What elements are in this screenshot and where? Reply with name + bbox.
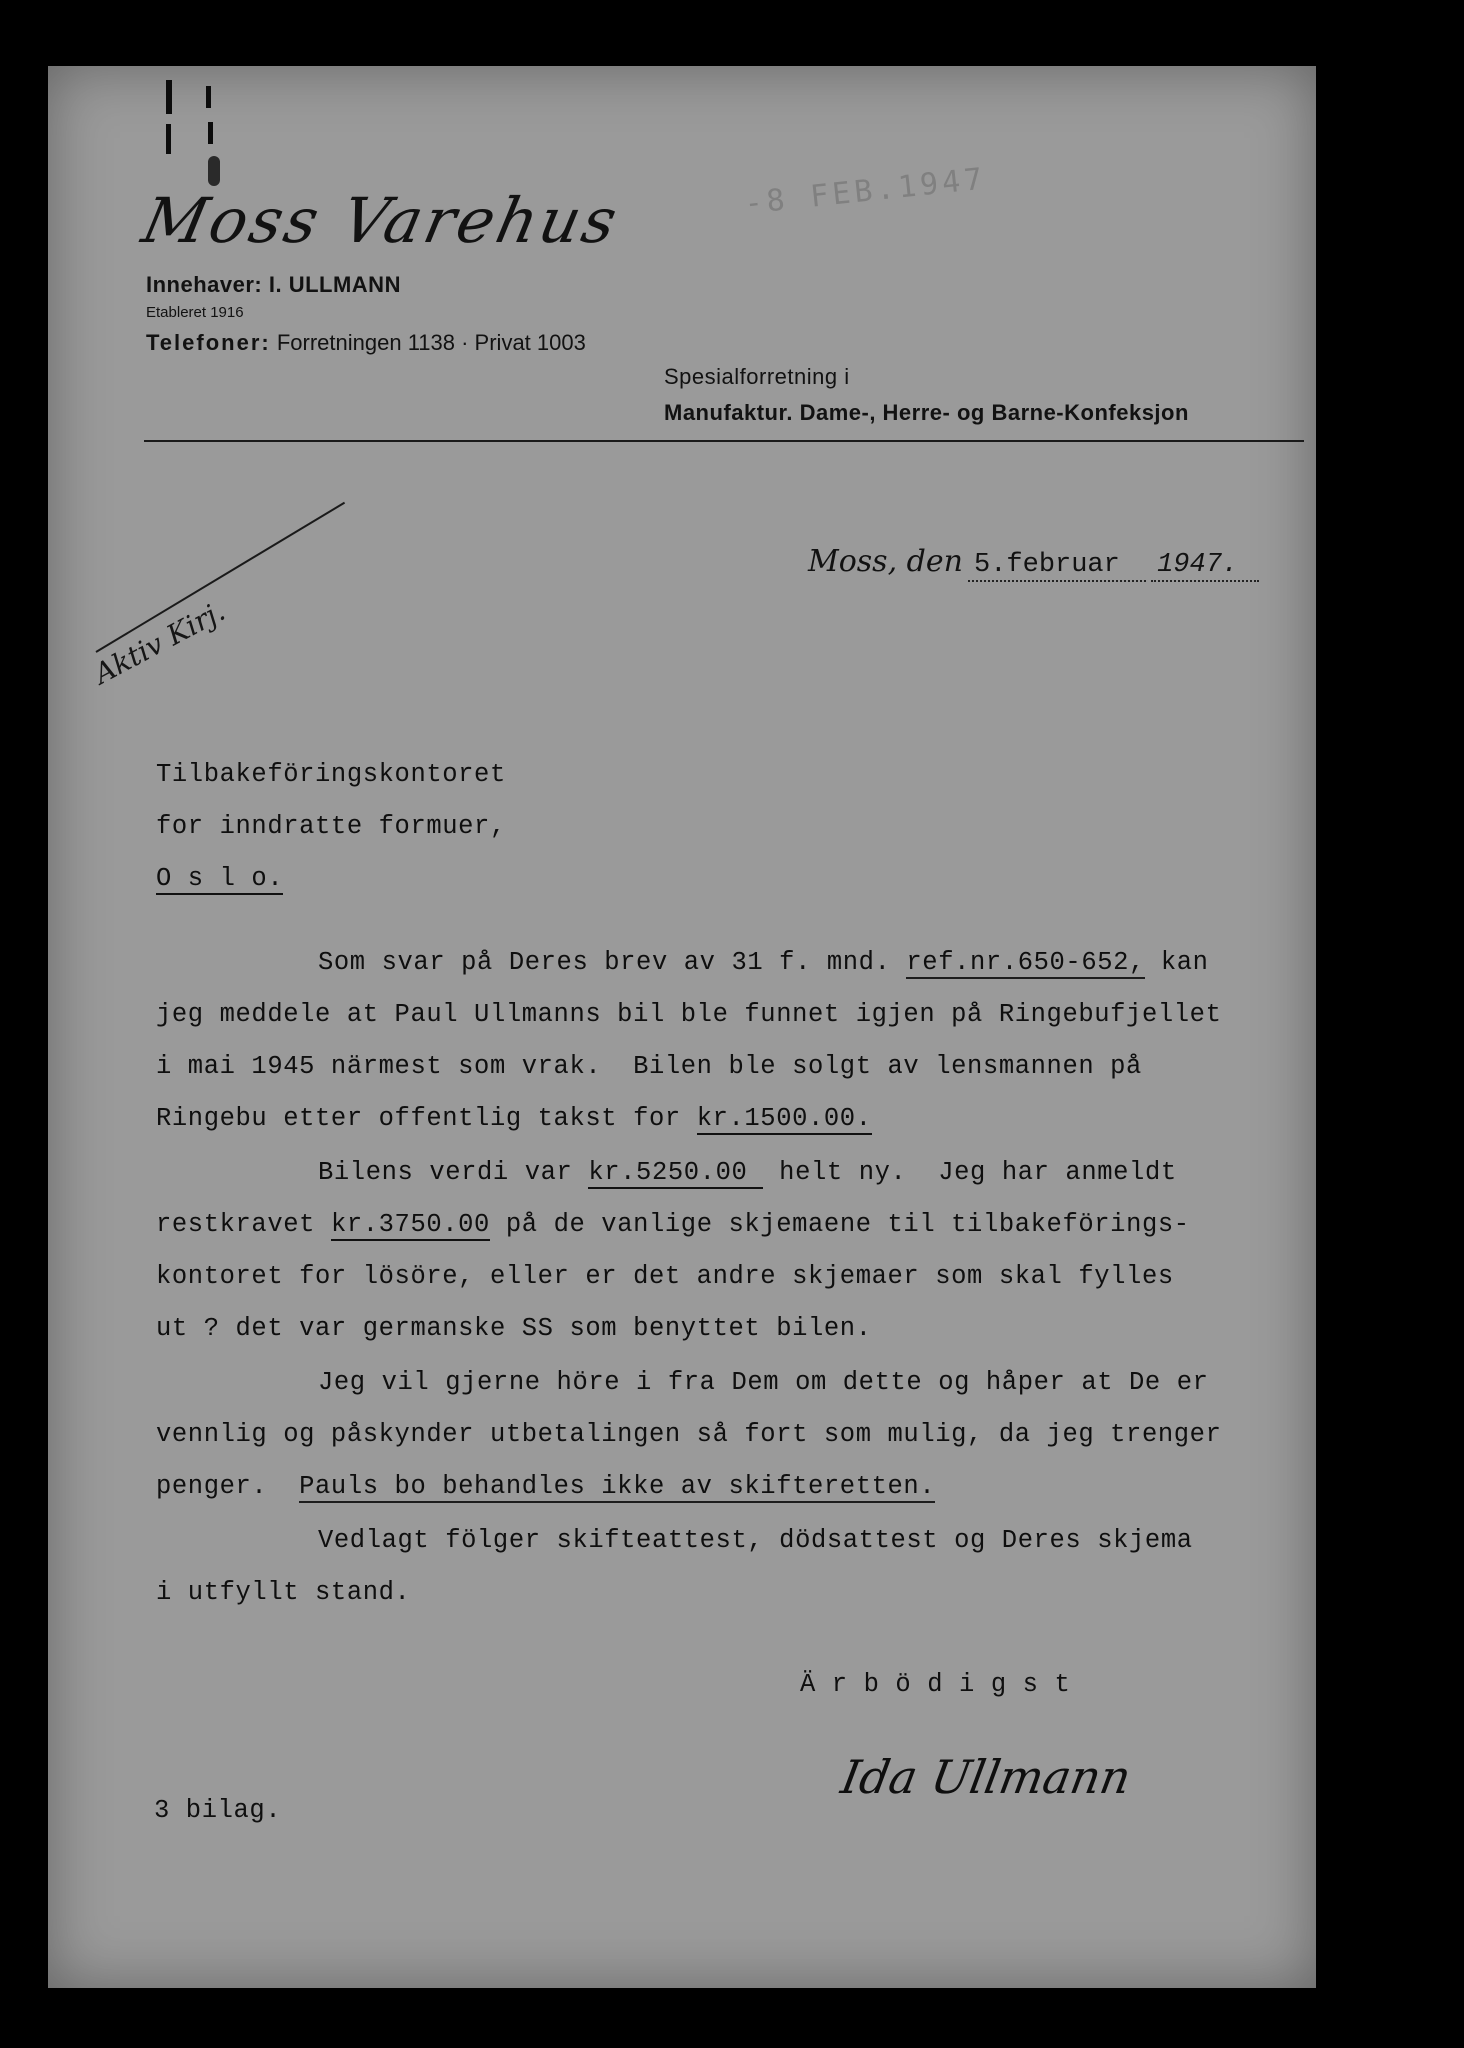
highlighted-sentence: Pauls bo behandles ikke av skifteretten. — [299, 1472, 936, 1501]
body-line: vennlig og påskynder utbetalingen så fort som mulig, da jeg trenger — [156, 1420, 1222, 1449]
closing: Ä r b ö d i g s t — [800, 1670, 1071, 1699]
enclosures: 3 bilag. — [154, 1796, 282, 1825]
dateline-day-month: 5.februar — [968, 550, 1146, 582]
body-line: kontoret for lösöre, eller er det andre skjemaer som skal fylles — [156, 1262, 1174, 1291]
recipient-line-2: for inndratte formuer, — [156, 812, 506, 841]
body-line — [156, 1472, 935, 1501]
established-line: Etableret 1916 — [146, 304, 244, 321]
body-text: på de vanlige skjemaene til tilbakeförings- — [489, 1210, 1190, 1239]
body-line — [318, 1158, 1177, 1187]
specialty-line-2: Manufaktur. Dame-, Herre- og Barne-Konfeksjon — [664, 400, 1189, 425]
body-text: helt ny. Jeg har anmeldt — [763, 1158, 1177, 1187]
dateline-year: 1947. — [1151, 550, 1259, 582]
ink-mark — [166, 124, 171, 154]
body-line: Vedlagt fölger skifteattest, dödsattest og Deres skjema — [318, 1526, 1193, 1555]
phones-value: Forretningen 1138 · Privat 1003 — [276, 330, 586, 355]
phones-label: Telefoner: — [146, 330, 271, 355]
owner-line: Innehaver: I. ULLMANN — [146, 272, 401, 297]
body-text: Bilens verdi var — [318, 1158, 589, 1187]
body-text: Ringebu etter offentlig takst for — [156, 1104, 697, 1133]
dateline-place: Moss, den — [808, 544, 963, 579]
body-line — [318, 948, 1209, 977]
recipient-city: O s l o. — [156, 864, 284, 893]
amount-claim: kr.3750.00 — [330, 1210, 490, 1239]
margin-note-stroke — [95, 502, 345, 653]
recipient-line-3 — [156, 864, 283, 893]
letter-page — [48, 66, 1316, 1988]
body-line: Jeg vil gjerne höre i fra Dem om dette og håper at De er — [318, 1368, 1209, 1397]
dateline — [808, 544, 1259, 582]
margin-note: Aktiv Kirj. — [88, 594, 231, 691]
ink-mark — [208, 122, 213, 144]
company-logo: Moss Varehus — [136, 184, 626, 257]
body-line: i mai 1945 närmest som vrak. Bilen ble solgt av lensmannen på — [156, 1052, 1142, 1081]
phones-line — [146, 330, 586, 356]
body-text: kan — [1144, 948, 1209, 977]
body-line: ut ? det var germanske SS som benyttet bilen. — [156, 1314, 872, 1343]
recipient-line-1: Tilbakeföringskontoret — [156, 760, 506, 789]
body-text: Som svar på Deres brev av 31 f. mnd. — [318, 948, 907, 977]
amount-tax: kr.1500.00. — [696, 1104, 872, 1133]
body-line: jeg meddele at Paul Ullmanns bil ble funnet igjen på Ringebufjellet — [156, 1000, 1222, 1029]
ink-mark — [208, 156, 220, 186]
received-stamp: -8 FEB.1947 — [742, 161, 988, 222]
body-line — [156, 1104, 872, 1133]
letterhead-divider — [144, 440, 1304, 442]
body-text: restkravet — [156, 1210, 331, 1239]
reference-number: ref.nr.650-652, — [906, 948, 1145, 977]
body-line: i utfyllt stand. — [156, 1578, 411, 1607]
ink-mark — [166, 80, 172, 114]
specialty-line-1: Spesialforretning i — [664, 364, 850, 389]
ink-mark — [206, 86, 211, 108]
signature: Ida Ullmann — [837, 1750, 1135, 1804]
body-text: penger. — [156, 1472, 300, 1501]
body-line — [156, 1210, 1190, 1239]
amount-value: kr.5250.00 — [588, 1158, 764, 1187]
